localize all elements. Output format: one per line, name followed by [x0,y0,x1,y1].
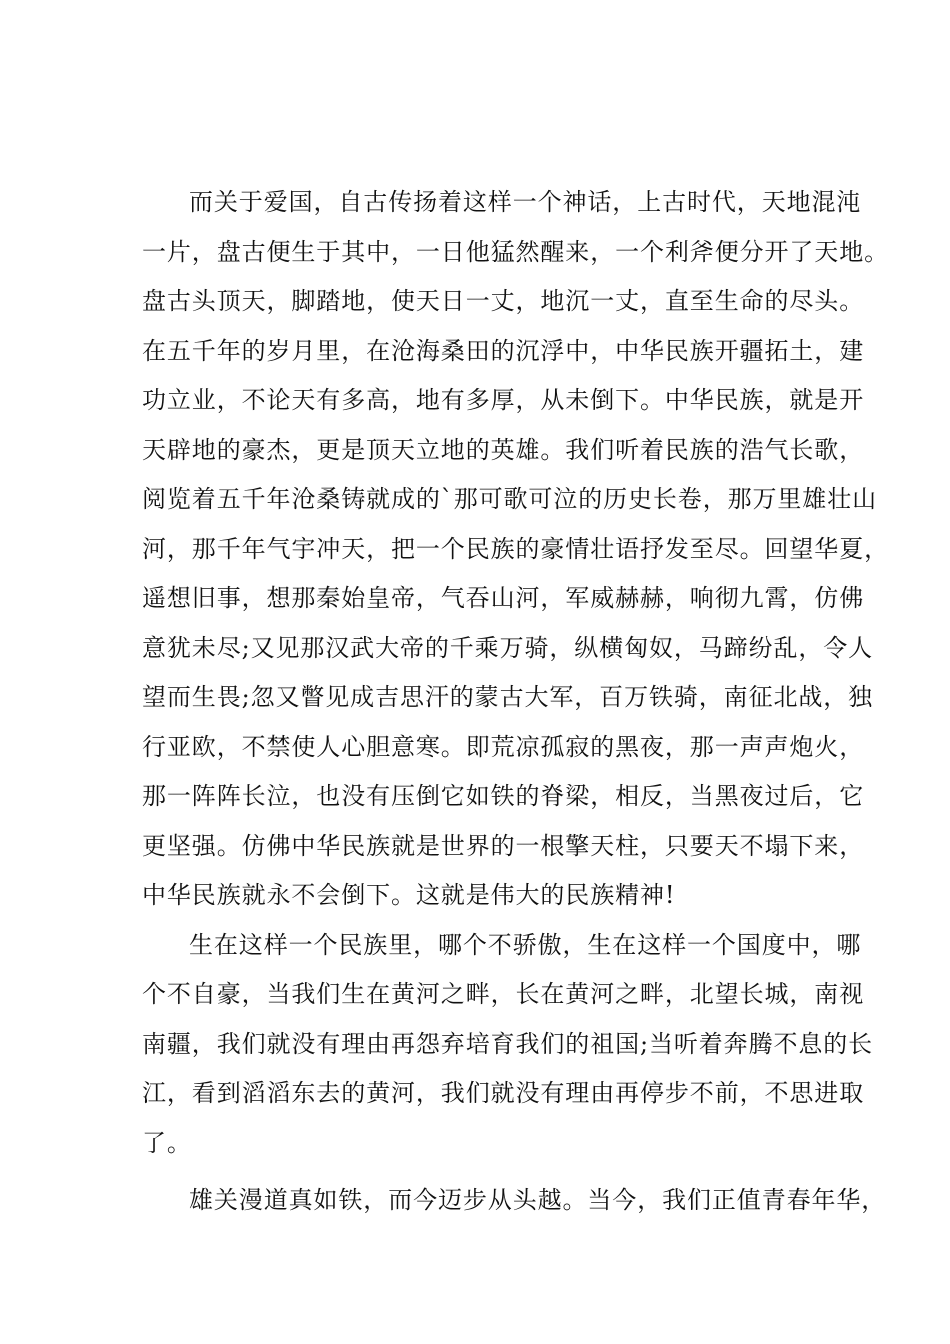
text-line: 了。 [142,1128,192,1157]
text-line: 更坚强。仿佛中华民族就是世界的一根擎天柱，只要天不塌下来， [142,831,865,860]
text-line: 江，看到滔滔东去的黄河，我们就没有理由再停步不前，不思进取 [142,1079,865,1107]
text-line: 河，那千年气宇冲天，把一个民族的豪情壮语抒发至尽。回望华夏， [142,534,889,563]
text-line: 个不自豪，当我们生在黄河之畔，长在黄河之畔，北望长城，南视 [142,980,865,1008]
text-line: 在五千年的岁月里，在沧海桑田的沉浮中，中华民族开疆拓土，建 [142,336,865,365]
text-line: 一片，盘古便生于其中，一日他猛然醒来，一个利斧便分开了天地。 [142,237,889,266]
paragraph-3 [142,1180,887,1230]
text-line: 行亚欧，不禁使人心胆意寒。即荒凉孤寂的黑夜，那一声声炮火， [142,732,865,761]
text-line: 那一阵阵长泣，也没有压倒它如铁的脊梁，相反，当黑夜过后，它 [142,782,865,810]
text-line: 中华民族就永不会倒下。这就是伟大的民族精神! [142,881,676,909]
text-line: 阅览着五千年沧桑铸就成的`那可歌可泣的历史长卷，那万里雄壮山 [142,485,877,513]
paragraph-1 [142,182,889,925]
paragraph-2 [142,925,874,1173]
text-line: 雄关漫道真如铁，而今迈步从头越。当今，我们正值青春年华， [189,1186,887,1214]
text-line: 南疆，我们就没有理由再怨弃培育我们的祖国;当听着奔腾不息的长 [142,1029,874,1058]
article-body [142,182,889,1230]
text-line: 遥想旧事，想那秦始皇帝，气吞山河，军威赫赫，响彻九霄，仿佛 [142,584,865,612]
paragraph-spacer [142,1172,832,1180]
text-line: 盘古头顶天，脚踏地，使天日一丈，地沉一丈，直至生命的尽头。 [142,287,865,315]
text-line: 而关于爱国，自古传扬着这样一个神话，上古时代，天地混沌 [189,188,862,216]
text-line: 望而生畏;忽又瞥见成吉思汗的蒙古大军，百万铁骑，南征北战，独 [142,683,874,711]
text-line: 天辟地的豪杰，更是顶天立地的英雄。我们听着民族的浩气长歌， [142,435,865,464]
text-line: 生在这样一个民族里，哪个不骄傲，生在这样一个国度中，哪 [189,930,862,959]
text-line: 功立业，不论天有多高，地有多厚，从未倒下。中华民族，就是开 [142,386,865,414]
text-line: 意犹未尽;又见那汉武大帝的千乘万骑，纵横匈奴，马蹄纷乱，令人 [142,633,874,662]
